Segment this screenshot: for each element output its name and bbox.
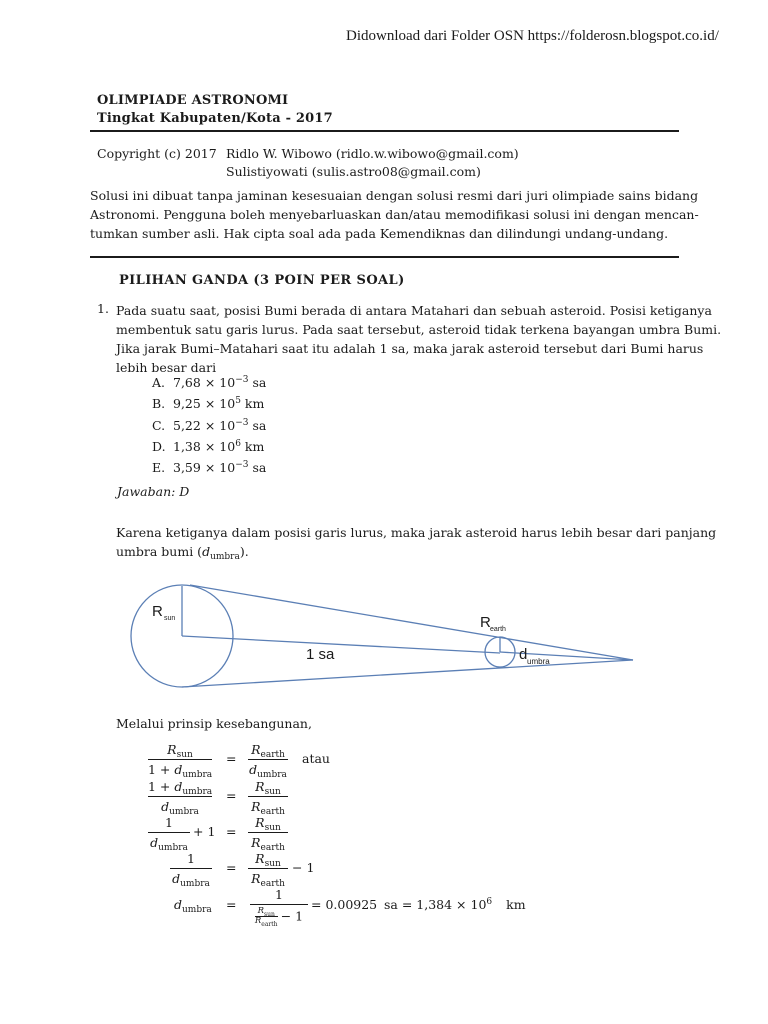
eq3-rhs [248, 815, 288, 853]
denominator: $R_{earth}$ [251, 799, 285, 817]
umbra-sub: umbra [210, 552, 240, 562]
denominator: $1 + d_{umbra}$ [148, 762, 213, 780]
option-unit: km [244, 439, 265, 454]
option-letter: A. [152, 375, 166, 390]
option-exponent: −3 [235, 460, 249, 470]
author-2: Sulistiyowati (sulis.astro08@gmail.com) [226, 164, 481, 179]
option-letter: C. [152, 418, 166, 433]
section-title: PILIHAN GANDA (3 POIN PER SOAL) [119, 273, 405, 288]
minus-one: − 1 [292, 860, 315, 875]
equals: = [226, 860, 237, 875]
r-earth-label: R [480, 614, 491, 631]
distance-label: 1 sa [306, 646, 335, 663]
denominator: $R_{earth}$ [251, 835, 285, 853]
numerator: $R_{sun}$ [255, 851, 281, 869]
numerator: 1 [275, 887, 283, 902]
numerator: $R_{sun}$ [255, 815, 281, 833]
option-unit: sa [252, 460, 267, 475]
disclaimer-line: Astronomi. Pengguna boleh menyebarluaskan dan/atau memodifikasi solusi ini dengan mencan- [90, 207, 699, 222]
tangent-bottom [182, 660, 633, 687]
option-unit: km [244, 396, 265, 411]
times-ten: × 10 [204, 460, 236, 475]
d-umbra-sub: umbra [527, 657, 550, 666]
fraction-bar [250, 904, 308, 905]
explanation-pre: umbra bumi ( [116, 544, 203, 559]
option-letter: E. [152, 460, 166, 475]
denominator: $d_{umbra}$ [249, 762, 287, 780]
answer: Jawaban: D [117, 484, 190, 499]
option-unit: sa [252, 375, 267, 390]
explanation-line: Karena ketiganya dalam posisi garis lurus, maka jarak asteroid harus lebih besar dari panjang [116, 525, 717, 540]
disclaimer-line: Solusi ini dibuat tanpa jaminan kesesuaian dengan solusi resmi dari juri olimpiade sains bidang [90, 188, 699, 203]
eq1-rhs [248, 742, 288, 780]
r-sun-label: R [152, 603, 163, 620]
eq4-rhs [248, 851, 288, 889]
distance-line [182, 636, 500, 653]
r-earth-sub: earth [490, 626, 506, 633]
numerator: 1 [165, 815, 173, 830]
fraction-bar [170, 868, 212, 869]
option-mantissa: 5,22 [173, 418, 201, 433]
copyright-label: Copyright (c) 2017 [97, 146, 217, 161]
r-sun-sub: sun [164, 615, 176, 622]
eq3-lhs [148, 815, 190, 853]
eq4-lhs [170, 851, 212, 889]
document-subtitle: Tingkat Kabupaten/Kota - 2017 [97, 111, 333, 126]
result-km: sa = $1,384 \times 10^6$ km [384, 897, 526, 912]
document-title: OLIMPIADE ASTRONOMI [97, 93, 289, 108]
denominator: $R_{sun}$ $R_{earth}$ − 1 [254, 906, 304, 928]
inner-fraction: $R_{sun}$ $R_{earth}$ [254, 906, 278, 928]
option-exponent: 5 [235, 396, 241, 406]
option-mantissa: 3,59 [173, 460, 201, 475]
times-ten: × 10 [204, 439, 236, 454]
question-line: membentuk satu garis lurus. Pada saat tersebut, asteroid tidak terkena bayangan umbra Bumi. [116, 322, 722, 337]
denominator: $d_{umbra}$ [172, 871, 210, 889]
disclaimer-line: tumkan sumber asli. Hak cipta soal ada pada Kemendiknas dan dilindungi undang-undang. [90, 226, 669, 241]
plus-one: + 1 [193, 824, 216, 839]
d-symbol: d [202, 544, 211, 559]
option-exponent: 6 [235, 439, 241, 449]
numerator: $R_{sun}$ [167, 742, 193, 760]
similarity-title: Melalui prinsip kesebangunan, [116, 716, 312, 731]
numerator: $R_{earth}$ [251, 742, 285, 760]
eq1-lhs [148, 742, 213, 780]
atau-text: atau [302, 751, 330, 766]
times-ten: × 10 [204, 418, 236, 433]
explanation-post: ). [239, 544, 249, 559]
option-mantissa: 1,38 [173, 439, 201, 454]
result-value: = 0.00925 [311, 897, 378, 912]
option-mantissa: 7,68 [173, 375, 201, 390]
fraction-bar [148, 832, 190, 833]
equals: = [226, 824, 237, 839]
equals: = [226, 751, 237, 766]
times-ten: × 10 [204, 375, 236, 390]
question-line: lebih besar dari [116, 360, 217, 375]
option-exponent: −3 [235, 418, 249, 428]
times-ten: × 10 [204, 396, 236, 411]
download-note: Didownload dari Folder OSN https://folderosn.blogspot.co.id/ [346, 28, 719, 44]
question-line: Pada suatu saat, posisi Bumi berada di antara Matahari dan sebuah asteroid. Posisi ketiganya [116, 303, 712, 318]
question-number: 1. [97, 301, 109, 316]
eq2-rhs [248, 779, 288, 817]
option-letter: B. [152, 396, 166, 411]
question-line: Jika jarak Bumi–Matahari saat itu adalah 1 sa, maka jarak asteroid tersebut dari Bumi harus [116, 341, 704, 356]
option-exponent: −3 [235, 375, 249, 385]
eq5-rhs [250, 887, 308, 926]
option-unit: sa [252, 418, 267, 433]
equals: = [226, 788, 237, 803]
equals: = [226, 897, 237, 912]
denominator: $R_{earth}$ [251, 871, 285, 889]
numerator: $1 + d_{umbra}$ [148, 779, 213, 797]
denominator: $d_{umbra}$ [150, 835, 188, 853]
d-umbra-result: $d_{umbra}$ [174, 897, 212, 915]
numerator: $R_{sun}$ [255, 779, 281, 797]
eq2-lhs [148, 779, 213, 817]
option-mantissa: 9,25 [173, 396, 201, 411]
d-umbra-label: d [519, 646, 528, 663]
option-letter: D. [152, 439, 166, 454]
denominator: $d_{umbra}$ [161, 799, 199, 817]
numerator: 1 [187, 851, 195, 866]
author-1: Ridlo W. Wibowo (ridlo.w.wibowo@gmail.com) [226, 146, 519, 161]
